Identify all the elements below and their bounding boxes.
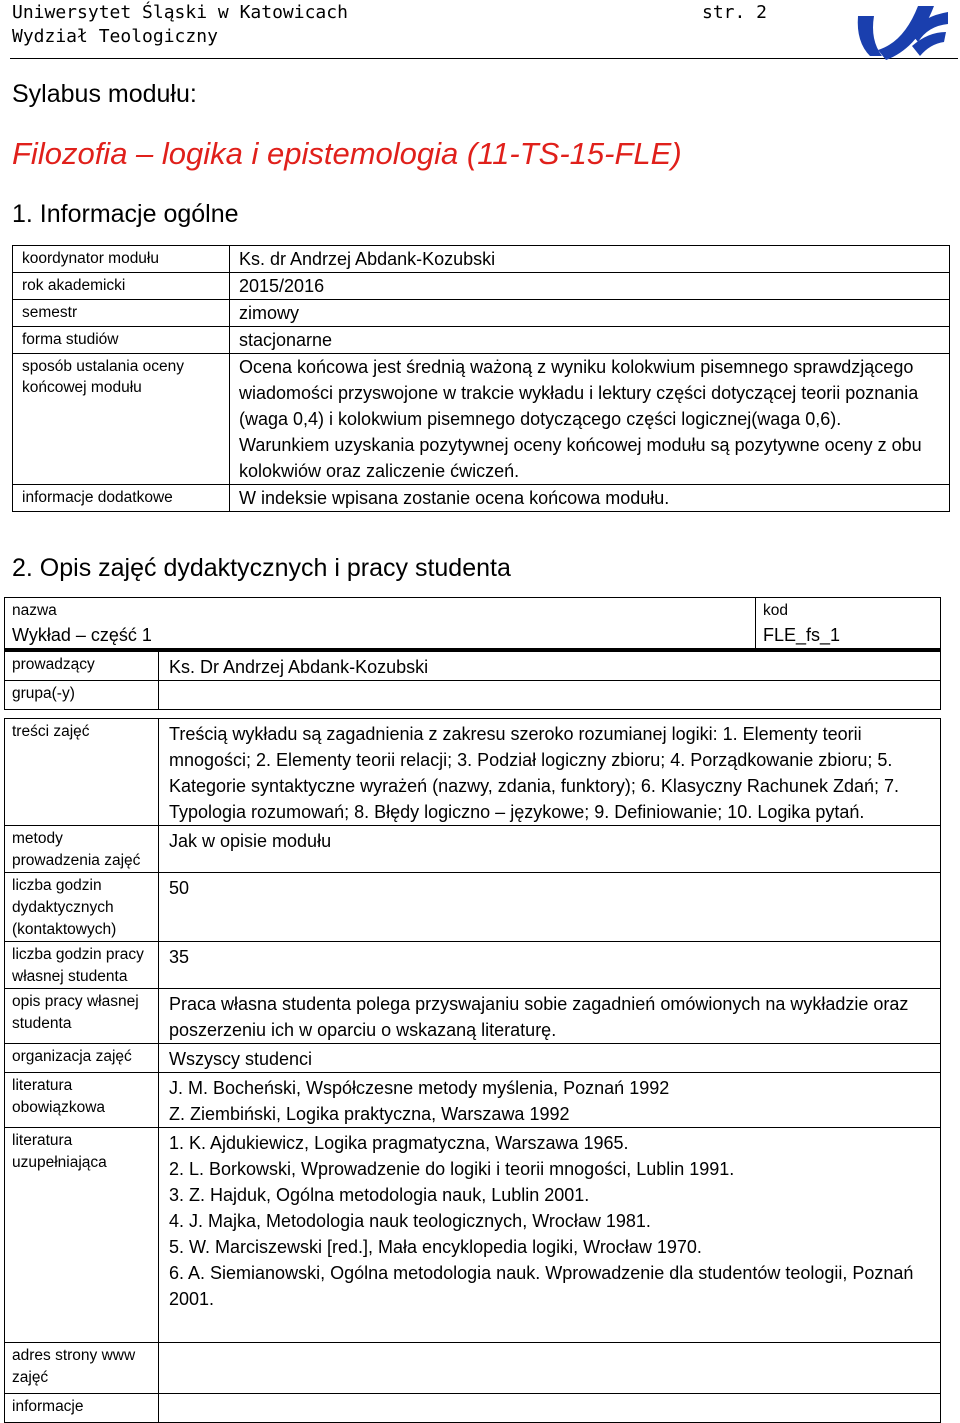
class-row-tresci-zajec bbox=[5, 719, 941, 826]
code-label: kod bbox=[763, 602, 788, 619]
header-divider bbox=[10, 58, 958, 59]
info-label: rok akademicki bbox=[13, 273, 230, 300]
class-value bbox=[159, 719, 941, 826]
class-row-adres-strony-www-zajec bbox=[5, 1343, 941, 1394]
class-value bbox=[159, 1128, 941, 1343]
info-row-rok-akademicki bbox=[13, 273, 950, 300]
info-label: sposób ustalania oceny końcowej modułu bbox=[13, 354, 230, 485]
class-row-metody-prowadzenia-zajec bbox=[5, 826, 941, 873]
class-row-organizacja-zajec bbox=[5, 1044, 941, 1073]
group-row bbox=[5, 681, 941, 710]
general-info-table bbox=[12, 245, 950, 512]
class-description-table bbox=[4, 597, 941, 1423]
class-label: organizacja zajęć bbox=[5, 1044, 159, 1073]
lecturer-value: Ks. Dr Andrzej Abdank-Kozubski bbox=[159, 651, 941, 681]
class-row-literatura-obowiazkowa bbox=[5, 1073, 941, 1128]
info-label: informacje dodatkowe bbox=[13, 485, 230, 512]
info-value bbox=[230, 327, 950, 354]
name-value: Wykład – część 1 bbox=[12, 625, 152, 645]
class-paragraph: Z. Ziembiński, Logika praktyczna, Warszawa 1992 bbox=[169, 1104, 570, 1124]
class-paragraph: 6. A. Siemianowski, Ogólna metodologia nauk. Wprowadzenie dla studentów teologii, Poznań 2001. bbox=[169, 1263, 914, 1309]
module-title: Filozofia – logika i epistemologia (11-TS-15-FLE) bbox=[12, 136, 682, 171]
lecturer-label: prowadzący bbox=[5, 651, 159, 681]
info-label: forma studiów bbox=[13, 327, 230, 354]
info-label: koordynator modułu bbox=[13, 246, 230, 273]
lecturer-row bbox=[5, 651, 941, 681]
class-row-literatura-uzupelniajaca bbox=[5, 1128, 941, 1343]
class-value bbox=[159, 1394, 941, 1423]
university-name: Uniwersytet Śląski w Katowicach bbox=[12, 2, 348, 23]
class-row-liczba-godzin-dydaktycznych-kontaktowych bbox=[5, 873, 941, 942]
info-paragraph: stacjonarne bbox=[239, 330, 333, 350]
class-value bbox=[159, 942, 941, 989]
info-value bbox=[230, 485, 950, 512]
class-paragraph: J. M. Bocheński, Współczesne metody myślenia, Poznań 1992 bbox=[169, 1078, 670, 1098]
class-paragraph: 2. L. Borkowski, Wprowadzenie do logiki i teorii mnogości, Lublin 1991. bbox=[169, 1159, 735, 1179]
class-label: literatura obowiązkowa bbox=[5, 1073, 159, 1128]
faculty-name: Wydział Teologiczny bbox=[12, 26, 218, 47]
class-paragraph: Jak w opisie modułu bbox=[169, 831, 332, 851]
class-label: literatura uzupełniająca bbox=[5, 1128, 159, 1343]
name-cell bbox=[5, 598, 756, 649]
class-label: liczba godzin dydaktycznych (kontaktowych) bbox=[5, 873, 159, 942]
info-paragraph: Ocena końcowa jest średnią ważoną z wyniku kolokwium pisemnego sprawdzjącego wiadomości przyswojone w trakcie wykładu i lektury części dotyczącej teorii poznania (waga 0,4) i kolokwium pisemnego dotyczącego części logicznej(waga 0,6). bbox=[239, 357, 919, 429]
info-row-semestr bbox=[13, 300, 950, 327]
university-logo bbox=[852, 2, 948, 62]
info-paragraph: Warunkiem uzyskania pozytywnej oceny końcowej modułu są pozytywne oceny z obu kolokwiów oraz zaliczenie ćwiczeń. bbox=[239, 435, 922, 481]
class-value bbox=[159, 1073, 941, 1128]
code-value: FLE_fs_1 bbox=[763, 625, 841, 645]
info-row-koordynator-modulu bbox=[13, 246, 950, 273]
info-row-forma-studiow bbox=[13, 327, 950, 354]
section-classes-heading: 2. Opis zajęć dydaktycznych i pracy studenta bbox=[12, 554, 511, 582]
class-label: opis pracy własnej studenta bbox=[5, 989, 159, 1044]
name-label: nazwa bbox=[12, 602, 57, 619]
class-paragraph: 35 bbox=[169, 947, 190, 967]
syllabus-title: Sylabus modułu: bbox=[12, 80, 197, 108]
class-paragraph: Wszyscy studenci bbox=[169, 1049, 313, 1069]
class-row-opis-pracy-wlasnej-studenta bbox=[5, 989, 941, 1044]
class-value bbox=[159, 1044, 941, 1073]
info-value bbox=[230, 354, 950, 485]
table-gap bbox=[5, 710, 941, 719]
class-paragraph: 50 bbox=[169, 878, 190, 898]
class-paragraph: 4. J. Majka, Metodologia nauk teologicznych, Wrocław 1981. bbox=[169, 1211, 651, 1231]
info-paragraph: zimowy bbox=[239, 303, 300, 323]
info-row-sposob-ustalania-oceny-koncowej-modulu bbox=[13, 354, 950, 485]
class-paragraph: 3. Z. Hajduk, Ogólna metodologia nauk, Lublin 2001. bbox=[169, 1185, 590, 1205]
class-label: treści zajęć bbox=[5, 719, 159, 826]
info-paragraph: 2015/2016 bbox=[239, 276, 325, 296]
class-paragraph: Praca własna studenta polega przyswajaniu sobie zagadnień omówionych na wykładzie oraz poszerzeniu ich w oparciu o wskazaną literaturę. bbox=[169, 994, 909, 1040]
section-general-heading: 1. Informacje ogólne bbox=[12, 200, 239, 228]
class-label: informacje bbox=[5, 1394, 159, 1423]
class-value bbox=[159, 826, 941, 873]
info-value bbox=[230, 246, 950, 273]
group-label: grupa(-y) bbox=[5, 681, 159, 710]
info-paragraph: W indeksie wpisana zostanie ocena końcowa modułu. bbox=[239, 488, 670, 508]
info-value bbox=[230, 300, 950, 327]
name-code-row bbox=[5, 598, 941, 649]
class-label: metody prowadzenia zajęć bbox=[5, 826, 159, 873]
class-paragraph: 5. W. Marciszewski [red.], Mała encyklopedia logiki, Wrocław 1970. bbox=[169, 1237, 702, 1257]
class-paragraph: 1. K. Ajdukiewicz, Logika pragmatyczna, Warszawa 1965. bbox=[169, 1133, 629, 1153]
class-row-liczba-godzin-pracy-wlasnej-studenta bbox=[5, 942, 941, 989]
class-value bbox=[159, 989, 941, 1044]
class-label: adres strony www zajęć bbox=[5, 1343, 159, 1394]
class-row-informacje bbox=[5, 1394, 941, 1423]
group-value bbox=[159, 681, 941, 710]
info-value bbox=[230, 273, 950, 300]
info-paragraph: Ks. dr Andrzej Abdank-Kozubski bbox=[239, 249, 496, 269]
class-paragraph: Treścią wykładu są zagadnienia z zakresu szeroko rozumianej logiki: 1. Elementy teorii mnogości; 2. Elementy teorii relacji; 3. Podział logiczny zbioru; 4. Porządkowanie zbioru; 5. Kategorie syntaktyczne wyrażeń (nazwy, zdania, funktory); 6. Klasyczny Rachunek Zdań; 7. Typologia rozumowań; 8. Błędy logiczno – językowe; 9. Definiowanie; 10. Logika pytań. bbox=[169, 724, 900, 822]
class-value bbox=[159, 873, 941, 942]
class-label: liczba godzin pracy własnej studenta bbox=[5, 942, 159, 989]
page-number: str. 2 bbox=[702, 2, 768, 23]
info-row-informacje-dodatkowe bbox=[13, 485, 950, 512]
info-label: semestr bbox=[13, 300, 230, 327]
code-cell bbox=[756, 598, 941, 649]
class-value bbox=[159, 1343, 941, 1394]
